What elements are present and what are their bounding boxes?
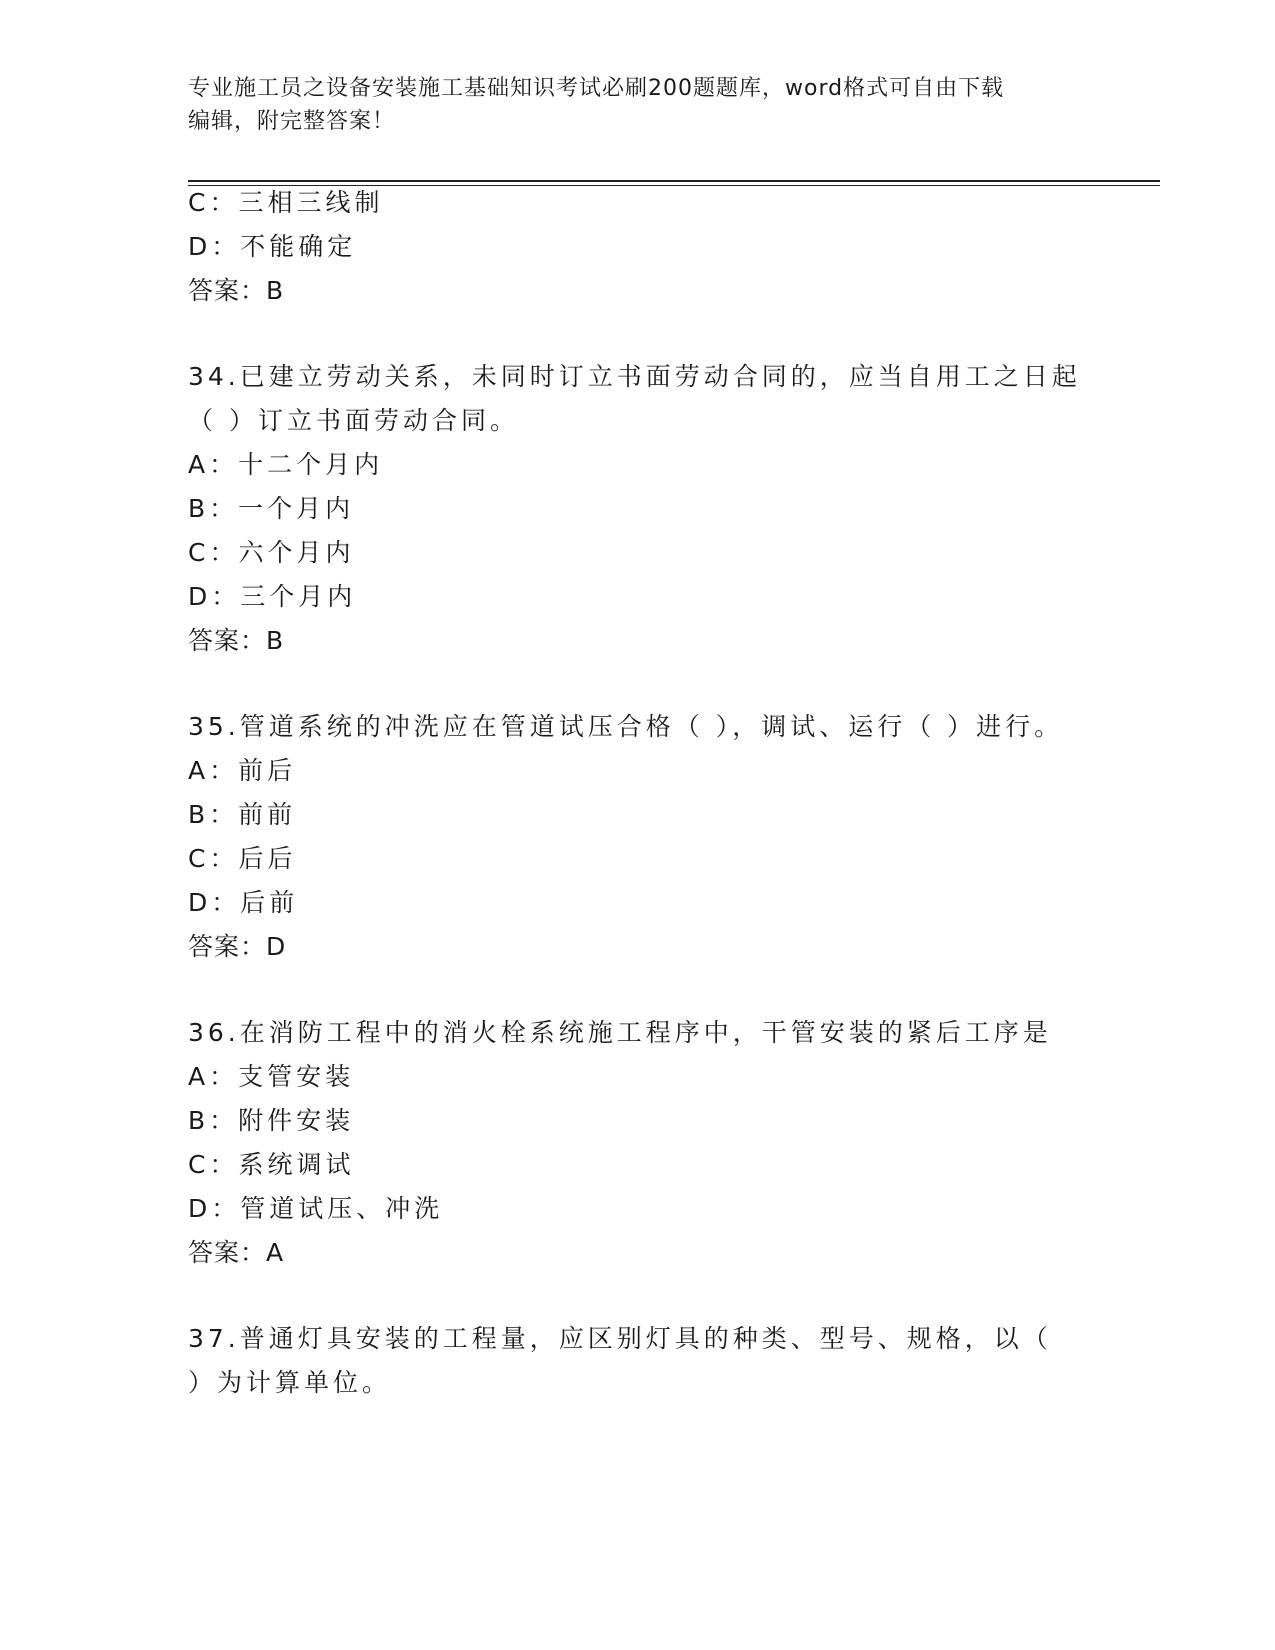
question-36-option-a: A：支管安装 xyxy=(188,1062,355,1091)
header-divider-thin xyxy=(188,185,1160,186)
question-35-option-b: B：前前 xyxy=(188,800,297,829)
question-36-stem-line-1: 36.在消防工程中的消火栓系统施工程序中，干管安装的紧后工序是 xyxy=(188,1018,1052,1047)
question-34-option-c: C：六个月内 xyxy=(188,538,355,567)
question-36-option-c: C：系统调试 xyxy=(188,1150,355,1179)
question-36-answer: 答案：A xyxy=(188,1238,285,1267)
question-37-stem-line-2: ）为计算单位。 xyxy=(188,1368,392,1397)
question-37-stem-line-1: 37.普通灯具安装的工程量，应区别灯具的种类、型号、规格，以（ xyxy=(188,1324,1052,1353)
question-35-option-a: A：前后 xyxy=(188,756,297,785)
answer-line: 答案：B xyxy=(188,276,285,305)
question-36-option-d: D：管道试压、冲洗 xyxy=(188,1194,444,1223)
option-c: C：三相三线制 xyxy=(188,188,384,217)
option-d: D：不能确定 xyxy=(188,232,357,261)
question-34-answer: 答案：B xyxy=(188,626,285,655)
question-34-option-b: B：一个月内 xyxy=(188,494,355,523)
question-34-option-d: D：三个月内 xyxy=(188,582,357,611)
question-35-option-c: C：后后 xyxy=(188,844,297,873)
question-34-stem-line-2: （ ）订立书面劳动合同。 xyxy=(188,406,519,435)
question-35-option-d: D：后前 xyxy=(188,888,299,917)
question-34-option-a: A：十二个月内 xyxy=(188,450,384,479)
question-34-stem-line-1: 34.已建立劳动关系，未同时订立书面劳动合同的，应当自用工之日起 xyxy=(188,362,1081,391)
header-divider-thick xyxy=(188,180,1160,182)
document-header xyxy=(188,72,1088,138)
question-35-answer: 答案：D xyxy=(188,932,287,961)
question-36-option-b: B：附件安装 xyxy=(188,1106,355,1135)
header-line-2: 编辑，附完整答案！ xyxy=(188,109,396,134)
header-line-1: 专业施工员之设备安装施工基础知识考试必刷200题题库，word格式可自由下载 xyxy=(188,76,1005,101)
question-35-stem-line-1: 35.管道系统的冲洗应在管道试压合格（ ），调试、运行（ ）进行。 xyxy=(188,712,1064,741)
